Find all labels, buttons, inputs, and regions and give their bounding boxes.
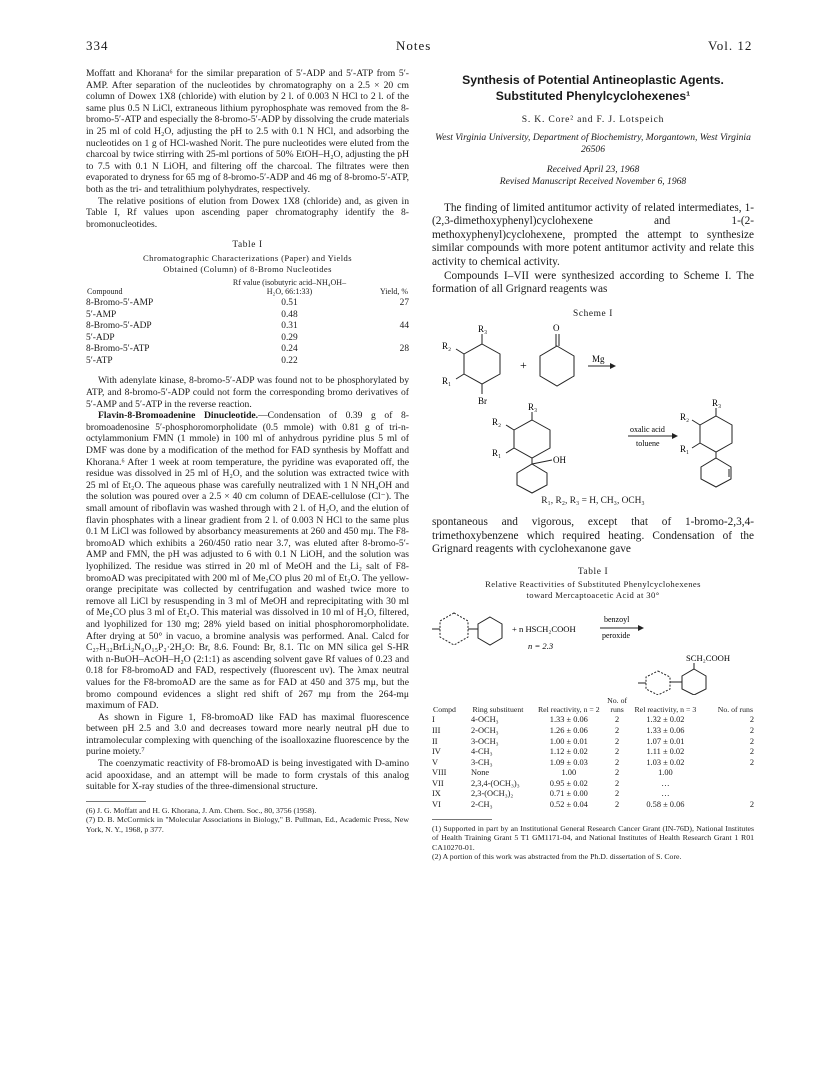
table-row <box>86 344 409 356</box>
paragraph: As shown in Figure 1, F8-bromoAD like FAD has maximal fluorescence between pH 2.5 and 3.0 and decreases toward more nearly neutral pH due to intramolecular complexing with quenching of the isoalloxazine fluorescence by the purine moiety.⁷ <box>86 711 409 758</box>
table-cell: 2 <box>615 778 620 788</box>
table-cell: IV <box>432 747 441 757</box>
table-subtitle: toward Mercaptoacetic Acid at 30° <box>526 590 660 601</box>
table-header: Rf value (isobutyric acid–NH₄OH–H₂O, 66:1:33) <box>232 277 347 297</box>
table-cell: III <box>432 725 441 735</box>
table-cell: 2,3-(OCH₃)₂ <box>470 789 514 799</box>
table-cell: 1.32 ± 0.02 <box>646 715 685 725</box>
arrowhead <box>672 433 678 439</box>
table-cell: 0.71 ± 0.00 <box>549 789 588 799</box>
table-row <box>86 333 409 345</box>
table-nucleotides <box>86 277 409 368</box>
article-title: Synthesis of Potential Antineoplastic Agents. Substituted Phenylcyclohexenes¹ <box>462 73 724 103</box>
table-row <box>432 747 754 758</box>
equation-note: n = 2.3 <box>528 641 554 652</box>
table-cell: 4-OCH₃ <box>470 715 499 725</box>
table-cell: 0.31 <box>281 321 298 332</box>
table-cell <box>351 310 409 322</box>
footnote: (6) J. G. Moffatt and H. G. Khorana, J. Am. Chem. Soc., 80, 3756 (1958). <box>86 805 317 815</box>
table-cell <box>699 768 754 779</box>
cyclohexanone-structure <box>540 334 574 386</box>
substituent-label: R₂ <box>680 412 690 423</box>
table-row <box>432 715 754 726</box>
table-cell: 2 <box>749 715 754 725</box>
table-cell: 1.09 ± 0.03 <box>549 757 588 767</box>
table-row <box>432 726 754 737</box>
received: Received April 23, 1968 <box>546 163 640 175</box>
table-cell: 2 <box>749 800 754 810</box>
reactant-structure <box>432 613 502 645</box>
table-cell: 2 <box>615 736 620 746</box>
table-header: No. of runs <box>717 705 753 715</box>
phenylcyclohexene-structure <box>692 408 732 487</box>
table-cell: 2 <box>615 800 620 810</box>
table-row <box>432 789 754 800</box>
paragraph: The relative positions of elution from Dowex 1X8 (chloride) and, as given in Table I, Rf values upon ascending paper chromatography identify the 8-bromonucleotides. <box>86 195 409 230</box>
table-cell: … <box>661 789 670 799</box>
table-cell: VI <box>432 800 441 810</box>
table-cell: 2 <box>615 757 620 767</box>
bromobenzene-structure <box>456 334 500 394</box>
table-cell: 1.33 ± 0.06 <box>646 725 685 735</box>
table-cell: 0.24 <box>281 344 298 355</box>
table-cell: 8-Bromo-5′-AMP <box>86 297 154 308</box>
paragraph: spontaneous and vigorous, except that of 1-bromo-2,3,4-trimethoxybenzene which required heating. Condensation of the Grignard reagents with cyclohexanone gave <box>432 515 754 556</box>
table-subtitle: Relative Reactivities of Substituted Phenylcyclohexenes <box>485 579 701 590</box>
table-cell: 0.58 ± 0.06 <box>646 800 685 810</box>
table-cell: 8-Bromo-5′-ADP <box>86 321 152 332</box>
table-cell: 2 <box>615 747 620 757</box>
table-cell: 2 <box>749 725 754 735</box>
oxygen-label: O <box>553 324 560 334</box>
page-number: 334 <box>86 38 109 53</box>
substituent-label: R₁ <box>680 444 690 455</box>
running-head: Notes <box>396 38 432 53</box>
table-cell: None <box>470 768 490 778</box>
table-cell: 2 <box>615 789 620 799</box>
footnote-rule <box>432 819 492 820</box>
paragraph-text: —Condensation of 0.39 g of 8-bromoadenosine 5′-phosphoromorpholidate (0.5 mmole) with 0.81 g of tri-n-octylammonium FMN (1 mmole) in 100 ml of anhydrous pyridine plus 5 ml of DMF was done by a modification of the method for FAD synthesis by Moffatt and Khorana.⁶ After 1 week at room temperature, the pyridine was evaporated off, the residue was dissolved in 25 ml of H₂O, and the solution was extracted twice with 25 ml of Et₂O. The aqueous phase was carefully neutralized with 1 N NH₄OH and the solution was poured over a 2.5 × 40 cm column of DEAE-cellulose (Cl⁻). The small amount of riboflavin was washed through with 2 l. of H₂O, and the elution of flavin phosphates with a linear gradient from 2 l. of 0.003 N HCl to the same plus 0.1 M LiCl was followed by absorbancy measurements at 260 and 450 mμ. The F8-bromoAD which exhibits a 260/450 ratio near 3.7, was eluted after 8-bromo-5′-AMP and FMN, the pH was adjusted to 6 with 0.1 N LiOH, and the solution was lyophilized. The residue was stirred in 20 ml of MeOH and the Li₂ salt of F8-bromoAD was precipitated with 200 ml of Me₂CO plus 20 ml of Et₂O. The yellow-orange precipitate was collected by centrifugation and washed twice more to remove all LiCl by resuspending in 3 ml of MeOH and reprecipitating with 30 ml of Me₂CO plus 3 ml of Et₂O. This material was dissolved in 10 ml of H₂O, filtered, and lyophilized for 130 mg; 28% yield based on initial phosphoromorpholidate. After drying at 50° in vacuo, a bromine analysis was performed. Anal. Calcd for C₂₇H₃₂BrLi₂N₉O₁₅P₂·2H₂O: Br, 8.6. Found: Br, 8.1. Tlc on MN silica gel S-HR with n-BuOH–AcOH–H₂O (2:1:1) as ascending solvent gave Rf values of 0.23 and 0.18 for F8-bromoAD and FAD, respectively (fluorescent uv). The λmax neutral values for the F8-bromoAD are the same as for FAD at 450 and 375 mμ, but the bromo compound evidences a slight red shift of 267 mμ from the 264-mμ maximum of FAD. <box>86 410 409 712</box>
paragraph <box>86 410 409 711</box>
scheme-legend: R₁, R₂, R₃ = H, CH₃, OCH₃ <box>541 496 645 507</box>
table-cell: 0.29 <box>281 332 298 343</box>
table-cell: 2,3,4-(OCH₃)₃ <box>470 778 520 788</box>
table-header: Rel reactivity, n = 2 <box>537 705 600 715</box>
table-cell: VII <box>432 778 444 788</box>
table-cell: 1.00 ± 0.01 <box>549 736 588 746</box>
table-header: No. of runs <box>607 696 628 715</box>
table-cell: 1.00 <box>658 768 673 778</box>
reagent-label: Mg <box>592 354 605 365</box>
table-row <box>432 800 754 811</box>
product-group: SCH₂COOH <box>686 653 731 664</box>
table-reactivities <box>432 695 754 810</box>
table-row <box>432 737 754 748</box>
paragraph: Compounds I–VII were synthesized according to Scheme I. The formation of all Grignard reagents was <box>432 269 754 296</box>
table-cell <box>699 789 754 800</box>
table-row <box>432 758 754 769</box>
reaction-diagram <box>432 603 754 695</box>
table-cell: 1.00 <box>561 768 577 778</box>
table-cell: … <box>661 778 670 788</box>
table-cell: 2-OCH₃ <box>470 725 499 735</box>
table-row <box>432 779 754 790</box>
affiliation: West Virginia University, Department of Biochemistry, Morgantown, West Virginia 26506 <box>435 131 751 155</box>
catalyst-text: benzoyl <box>604 615 630 625</box>
arrowhead <box>610 363 616 369</box>
table-cell: 2 <box>749 747 754 757</box>
arrowhead <box>638 625 644 631</box>
table-header: Compound <box>87 287 123 297</box>
table-row <box>86 298 409 310</box>
substituent-label: R₁ <box>442 376 452 387</box>
table-cell: 2 <box>749 736 754 746</box>
scheme-diagram <box>432 324 754 494</box>
table-cell: 2 <box>615 768 620 778</box>
table-header: Yield, % <box>380 287 408 297</box>
table-subtitle: Chromatographic Characterizations (Paper) and Yields <box>142 252 352 263</box>
table-cell: 5′-ATP <box>86 355 113 366</box>
table-cell: 1.11 ± 0.02 <box>646 747 685 757</box>
catalyst-text: peroxide <box>602 631 630 641</box>
table-header: Compd <box>433 705 456 715</box>
plus-sign: + <box>520 358 527 373</box>
table-cell: 2 <box>615 725 620 735</box>
table-cell: 0.48 <box>281 309 298 320</box>
table-cell: 3-CH₃ <box>470 757 493 767</box>
table-row <box>432 768 754 779</box>
hydroxyl-label: OH <box>553 455 566 466</box>
received-date <box>432 164 754 188</box>
table-cell <box>351 333 409 345</box>
section-heading: Flavin-8-Bromoadenine Dinucleotide. <box>98 410 259 422</box>
table-cell: 8-Bromo-5′-ATP <box>86 344 150 355</box>
paragraph: With adenylate kinase, 8-bromo-5′-ADP was found not to be phosphorylated by ATP, and 8-bromo-5′-ADP could not form the corresponding bromo derivatives of 5′-AMP and 5′-ATP in the reverse reaction. <box>86 375 409 410</box>
footnote: (1) Supported in part by an Institutional General Research Cancer Grant (IN-76D), National Institutes of Health Training Grant 5 T1 GM1171-04, and National Institutes of Health Research Grant 1 R01 CA10270-01. <box>432 823 754 852</box>
table-cell: 1.03 ± 0.02 <box>646 757 685 767</box>
table-cell: IX <box>432 789 441 799</box>
table-cell: 0.22 <box>281 355 298 366</box>
table-cell: 2 <box>615 715 620 725</box>
table-header: Rel reactivity, n = 3 <box>634 705 697 715</box>
product-structure <box>638 663 706 695</box>
table-cell <box>699 779 754 790</box>
table-cell: 2-CH₃ <box>470 800 493 810</box>
table-row <box>86 321 409 333</box>
table-row <box>86 356 409 368</box>
table-cell: 1.26 ± 0.06 <box>549 725 588 735</box>
table-cell: 1.12 ± 0.02 <box>549 747 588 757</box>
substituent-label: R₁ <box>492 448 502 459</box>
substituent-label: R₂ <box>492 417 502 428</box>
substituent-label: R₃ <box>478 324 488 335</box>
table-cell <box>351 356 409 368</box>
paragraph: The coenzymatic reactivity of F8-bromoAD is being investigated with D-amino acid apooxidase, and an attempt will be made to form crystals of this analog suitable for X-ray studies of the three-dimensional structure. <box>86 758 409 793</box>
table-caption: Table I <box>577 566 609 577</box>
table-cell: I <box>432 715 435 725</box>
table-row <box>86 310 409 322</box>
table-cell: 0.52 ± 0.04 <box>549 800 588 810</box>
table-cell: 5′-ADP <box>86 332 115 343</box>
table-cell: 2 <box>749 757 754 767</box>
footnote-rule <box>86 801 146 802</box>
table-cell: 27 <box>399 297 409 308</box>
table-cell: 3-OCH₃ <box>470 736 499 746</box>
table-cell: 44 <box>399 321 409 332</box>
right-column <box>432 68 754 862</box>
table-cell: 0.51 <box>281 297 298 308</box>
substituent-label: R₃ <box>528 402 538 413</box>
scheme-caption: Scheme I <box>573 308 613 319</box>
reagent-text: + n HSCH₂COOH <box>512 624 576 635</box>
carbinol-structure <box>506 412 552 493</box>
substituent-label: R₃ <box>712 398 722 409</box>
revised: Revised Manuscript Received November 6, 1968 <box>499 175 687 187</box>
table-header: Ring substituent <box>472 705 524 715</box>
paragraph: Moffatt and Khorana⁶ for the similar preparation of 5′-ADP and 5′-ATP from 5′-AMP. After separation of the nucleotides by chromatography on a 2.5 × 20 cm column of Dowex 1X8 (chloride) with elution by 2 l. of 0.003 N HCl to 2 l. of the same plus 0.5 N LiCl, extraneous lithium pyrophosphate was removed from the 8-bromo-5′-ATP and especially the 8-bromo-5′-ADP by dissolving the crude materials in 25 ml of cold H₂O, adjusting the pH to 2.5 with 0.1 N HCl, and adsorbing the nucleotides on 1 g of HCl-washed Norit. The pure nucleotides were eluted from the charcoal by twice stirring with 25-ml portions of 50% EtOH–H₂O, adjusting the pH to 7.5 with 0.1 N LiOH, and filtering off the charcoal. The filtrates were then evaporated to dryness for 65 mg of 8-bromo-5′-ADP and 46 mg of 8-bromo-5′-ATP, both as the tri- and tetralithium polyhydrates, respectively. <box>86 68 409 195</box>
table-subtitle: Obtained (Column) of 8-Bromo Nucleotides <box>163 263 332 274</box>
table-cell: 1.33 ± 0.06 <box>549 715 588 725</box>
table-cell: V <box>432 757 439 767</box>
substituent-label: R₂ <box>442 341 452 352</box>
footnote: (2) A portion of this work was abstracted from the Ph.D. dissertation of S. Core. <box>432 852 682 862</box>
solvent-label: toluene <box>636 439 660 449</box>
table-cell: II <box>432 736 438 746</box>
table-cell: 28 <box>399 344 409 355</box>
table-cell: 1.07 ± 0.01 <box>646 736 685 746</box>
left-column <box>86 68 409 835</box>
table-cell: 4-CH₃ <box>470 747 493 757</box>
table-caption: Table I <box>232 240 263 251</box>
table-cell: VIII <box>432 768 447 778</box>
reagent-label: oxalic acid <box>630 425 665 435</box>
table-cell: 0.95 ± 0.02 <box>549 778 588 788</box>
table-cell: 5′-AMP <box>86 309 117 320</box>
bromo-label: Br <box>478 396 487 407</box>
authors: S. K. Core² and F. J. Lotspeich <box>521 114 665 125</box>
paragraph: The finding of limited antitumor activity of related intermediates, 1-(2,3-dimethoxyphenyl)cyclohexene and 1-(2-methoxyphenyl)cyclohexene, prompted the attempt to synthesize similar compounds with more potent antitumor activity and relate this activity to chemical activity. <box>432 201 754 268</box>
volume: Vol. 12 <box>708 38 753 53</box>
footnote: (7) D. B. McCormick in "Molecular Associations in Biology," B. Pullman, Ed., Academic Press, New York, N. Y., 1968, p 377. <box>86 815 409 835</box>
